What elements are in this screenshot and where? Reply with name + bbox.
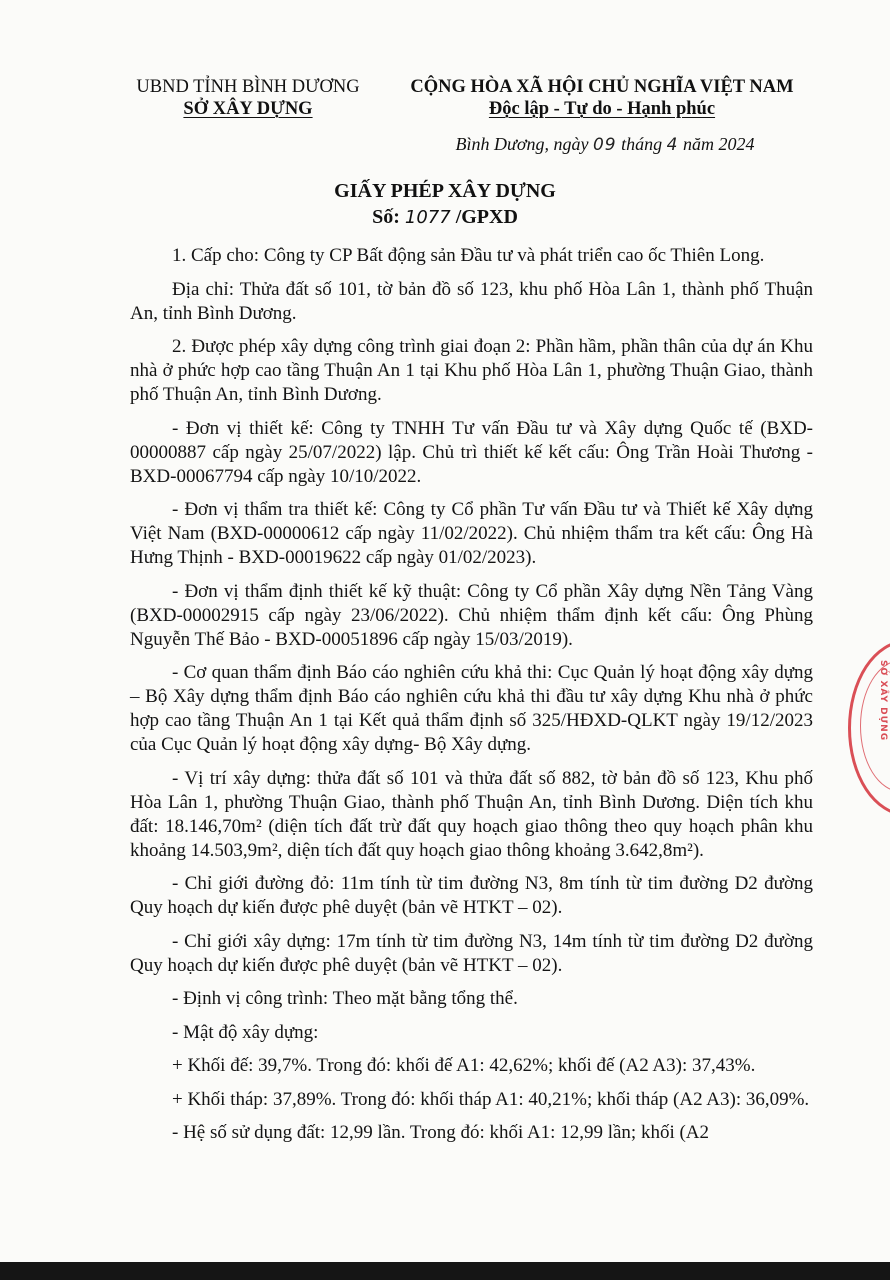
issue-date	[420, 134, 790, 155]
paragraph: + Khối tháp: 37,89%. Trong đó: khối tháp A1: 40,21%; khối tháp (A2 A3): 36,09%.	[172, 1088, 810, 1110]
paragraph: - Chỉ giới đường đỏ: 11m tính từ tim đường N3, 8m tính từ tim đường D2 đường Quy hoạch dự kiến được phê duyệt (bản vẽ HTKT – 02).	[130, 873, 813, 918]
paragraph: - Chỉ giới xây dựng: 17m tính từ tim đường N3, 14m tính từ tim đường D2 đường Quy hoạch dự kiến được phê duyệt (bản vẽ HTKT – 02).	[130, 930, 813, 976]
paragraph: - Đơn vị thẩm định thiết kế kỹ thuật: Công ty Cổ phần Xây dựng Nền Tảng Vàng (BXD-00002915 cấp ngày 23/06/2022). Chủ nhiệm thẩm định kết cấu: Ông Phùng Nguyễn Thế Bảo - BXD-00051896 cấp ngày 15/03/2019).	[130, 580, 813, 650]
document-number-value: 1077	[404, 207, 451, 228]
paragraph: Địa chỉ: Thửa đất số 101, tờ bản đồ số 123, khu phố Hòa Lân 1, thành phố Thuận An, tỉnh Bình Dương.	[130, 278, 813, 324]
paragraph: - Định vị công trình: Theo mặt bằng tổng thể.	[172, 988, 518, 1009]
paragraph: 2. Được phép xây dựng công trình giai đoạn 2: Phần hầm, phần thân của dự án Khu nhà ở phức hợp cao tầng Thuận An 1 tại Khu phố Hòa Lân 1, phường Thuận Giao, thành phố Thuận An, tỉnh Bình Dương.	[130, 336, 813, 405]
paragraph: - Vị trí xây dựng: thửa đất số 101 và thửa đất số 882, tờ bản đồ số 123, Khu phố Hòa Lân 1, phường Thuận Giao, thành phố Thuận An, tỉnh Bình Dương. Diện tích khu đất: 18.146,70m² (diện tích đất trừ đất quy hoạch giao thông theo quy hoạch phân khu khoảng 14.503,9m², diện tích đất quy hoạch giao thông khoảng 3.642,8m²).	[130, 767, 813, 861]
paragraph: 1. Cấp cho: Công ty CP Bất động sản Đầu tư và phát triển cao ốc Thiên Long.	[172, 245, 765, 266]
document-number: Số: 1077 /GPXD	[372, 206, 518, 228]
date-day: 09	[592, 135, 617, 155]
document-title: GIẤY PHÉP XÂY DỰNG	[334, 180, 556, 202]
paragraph: - Đơn vị thiết kế: Công ty TNHH Tư vấn Đầu tư và Xây dựng Quốc tế (BXD-00000887 cấp ngày 25/07/2022) lập. Chủ trì thiết kế kết cấu: Ông Trần Hoài Thương - BXD-00067794 cấp ngày 10/10/2022.	[130, 417, 813, 487]
agency-province: UBND TỈNH BÌNH DƯƠNG	[136, 77, 360, 97]
nation-name: CỘNG HÒA XÃ HỘI CHỦ NGHĨA VIỆT NAM	[410, 77, 794, 97]
seal-lettering: SỞ XÂY DỰNG	[878, 660, 888, 742]
date-prefix: Bình Dương, ngày	[455, 134, 589, 154]
date-month: 4	[666, 135, 679, 155]
date-year: năm 2024	[682, 134, 755, 154]
paragraph: + Khối đế: 39,7%. Trong đó: khối đế A1: 42,62%; khối đế (A2 A3): 37,43%.	[172, 1055, 756, 1076]
paragraph: - Mật độ xây dựng:	[172, 1021, 319, 1043]
date-month-label: tháng	[621, 134, 663, 154]
national-motto: Độc lập - Tự do - Hạnh phúc	[488, 99, 716, 119]
document-title-block	[0, 178, 890, 231]
bottom-edge	[0, 1262, 890, 1280]
national-heading	[380, 76, 824, 120]
paragraph: - Đơn vị thẩm tra thiết kế: Công ty Cổ phần Tư vấn Đầu tư và Thiết kế Xây dựng Việt Nam (BXD-00000612 cấp ngày 11/02/2022). Chủ nhiệm thẩm tra kết cấu: Ông Hà Hưng Thịnh - BXD-00019622 cấp ngày 01/02/2023).	[130, 499, 813, 568]
paragraph: - Cơ quan thẩm định Báo cáo nghiên cứu khả thi: Cục Quản lý hoạt động xây dựng – Bộ Xây dựng thẩm định Báo cáo nghiên cứu khả thi đầu tư xây dựng Khu nhà ở phức hợp cao tầng Thuận An 1 tại Kết quả thẩm định số 325/HĐXD-QLKT ngày 19/12/2023 của Cục Quản lý hoạt động xây dựng- Bộ Xây dựng.	[130, 662, 813, 755]
agency-department: SỞ XÂY DỰNG	[183, 99, 313, 119]
document-body	[130, 244, 813, 1155]
issuing-agency	[118, 76, 378, 120]
paragraph: - Hệ số sử dụng đất: 12,99 lần. Trong đó: khối A1: 12,99 lần; khối (A2	[172, 1122, 710, 1143]
